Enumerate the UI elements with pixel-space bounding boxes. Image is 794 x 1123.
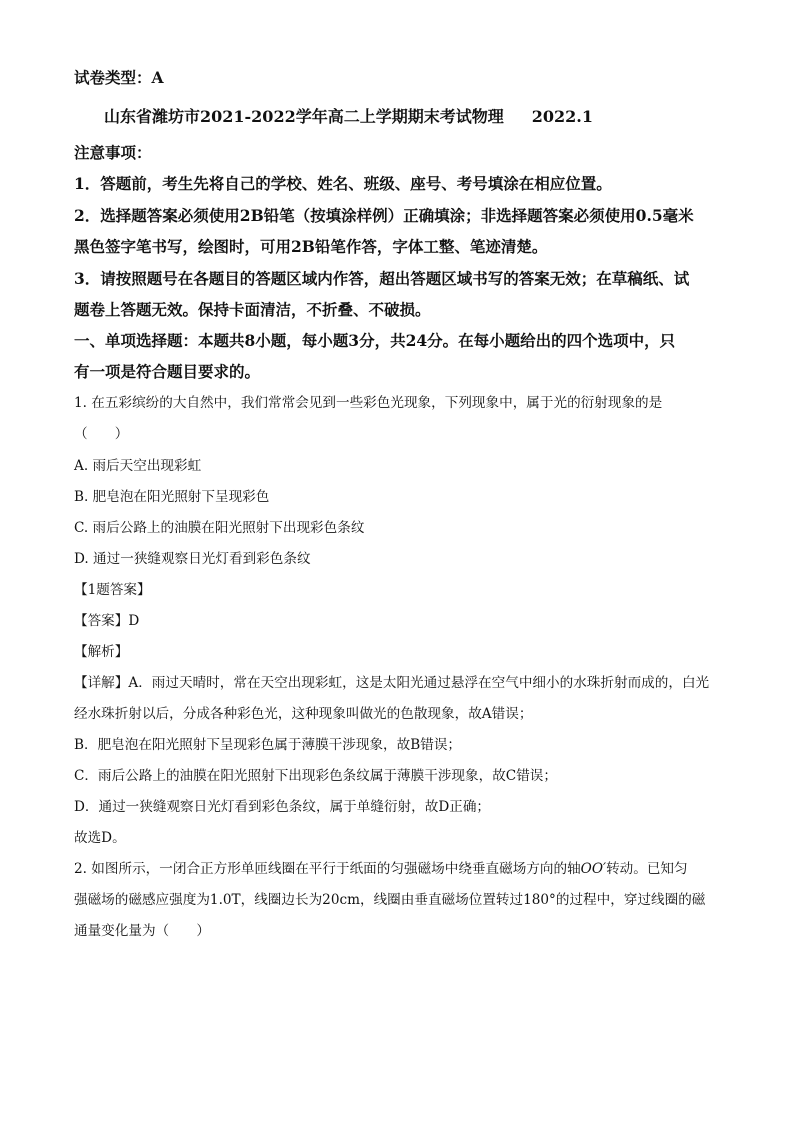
q1-answer: 【答案】D (74, 613, 140, 629)
page-title (104, 104, 593, 127)
q2-stem-line-2: 强磁场的磁感应强度为1.0T，线圈边长为20cm，线圈由垂直磁场位置转过180°的过程中，穿过线圈的磁 (74, 892, 706, 908)
q1-answer-tag: 【1题答案】 (74, 582, 151, 598)
q1-conclusion: 故选D。 (74, 830, 126, 846)
q1-detail-line-3: B．肥皂泡在阳光照射下呈现彩色属于薄膜干涉现象，故B错误； (74, 737, 462, 753)
note-item-3-line-1: 3．请按照题号在各题目的答题区域内作答，超出答题区域书写的答案无效；在草稿纸、试 (74, 269, 690, 288)
q2-stem-part-1: 2. 如图所示，一闭合正方形单匝线圈在平行于纸面的匀强磁场中绕垂直磁场方向的轴 (74, 861, 581, 877)
q1-detail-line-1: 【详解】A．雨过天晴时，常在天空出现彩虹，这是太阳光通过悬浮在空气中细小的水珠折射而成的，白光 (74, 675, 710, 691)
title-text: 山东省潍坊市2021-2022学年高二上学期期末考试物理 (104, 107, 504, 126)
q1-option-c: C. 雨后公路上的油膜在阳光照射下出现彩色条纹 (74, 520, 365, 536)
note-item-1: 1．答题前，考生先将自己的学校、姓名、班级、座号、考号填涂在相应位置。 (74, 174, 612, 193)
q2-stem-part-2: 转动。已知匀 (606, 861, 688, 877)
title-date: 2022.1 (531, 107, 593, 126)
q1-stem-line-1: 1. 在五彩缤纷的大自然中，我们常常会见到一些彩色光现象，下列现象中，属于光的衍射现象的是 (74, 395, 663, 411)
q1-stem-line-2: （ ） (74, 426, 129, 442)
note-item-3-line-2: 题卷上答题无效。保持卡面清洁，不折叠、不破损。 (74, 300, 431, 319)
q1-detail-line-4: C．雨后公路上的油膜在阳光照射下出现彩色条纹属于薄膜干涉现象，故C错误； (74, 768, 557, 784)
q2-axis-label: OO′ (580, 861, 607, 877)
q1-option-a: A. 雨后天空出现彩虹 (74, 458, 202, 474)
q1-option-b: B. 肥皂泡在阳光照射下呈现彩色 (74, 489, 270, 505)
note-item-2-line-1: 2．选择题答案必须使用2B铅笔（按填涂样例）正确填涂；非选择题答案必须使用0.5毫米 (74, 206, 694, 225)
q2-stem-line-3: 通量变化量为（ ） (74, 923, 210, 939)
q1-analysis-tag: 【解析】 (74, 644, 129, 660)
paper-type: 试卷类型：A (74, 68, 164, 87)
section-heading-line-2: 有一项是符合题目要求的。 (74, 362, 261, 381)
q2-stem-line-1 (74, 857, 688, 877)
note-item-2-line-2: 黑色签字笔书写，绘图时，可用2B铅笔作答，字体工整、笔迹清楚。 (74, 237, 548, 256)
q1-detail-line-5: D．通过一狭缝观察日光灯看到彩色条纹，属于单缝衍射，故D正确； (74, 799, 491, 815)
section-heading-line-1: 一、单项选择题：本题共8小题，每小题3分，共24分。在每小题给出的四个选项中，只 (74, 331, 676, 350)
q1-detail-line-2: 经水珠折射以后，分成各种彩色光，这种现象叫做光的色散现象，故A错误； (74, 706, 533, 722)
notes-heading: 注意事项： (74, 143, 152, 162)
q1-option-d: D. 通过一狭缝观察日光灯看到彩色条纹 (74, 551, 311, 567)
